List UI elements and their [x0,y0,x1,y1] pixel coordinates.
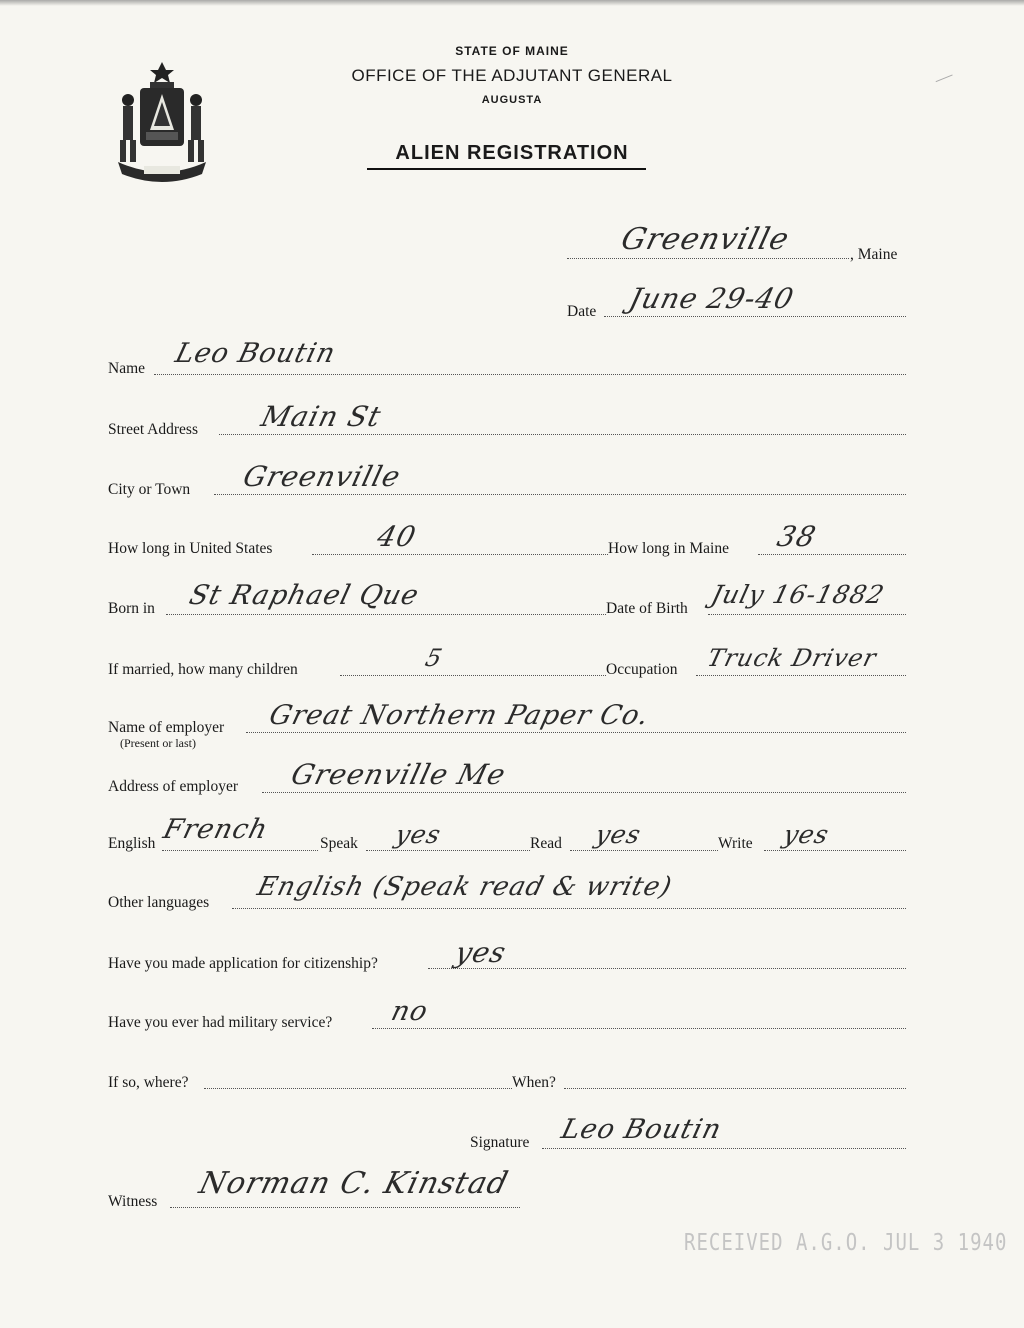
received-stamp: RECEIVED A.G.O. JUL 3 1940 [684,1229,1008,1257]
employer-address-value[interactable]: Greenville Me [287,758,510,791]
date-label: Date [567,303,597,320]
scan-edge [0,0,1024,6]
english-value[interactable]: French [160,814,272,845]
dob-line [708,614,906,615]
witness-value[interactable]: Norman C. Kinstad [195,1166,513,1201]
citizenship-value[interactable]: yes [451,936,510,969]
header-state: STATE OF MAINE [455,44,569,58]
dob-value[interactable]: July 16-1882 [708,580,888,609]
maine-years-line [758,554,906,555]
military-label: Have you ever had military service? [108,1014,333,1031]
read-line [570,850,718,851]
street-line [219,434,906,435]
when-label: When? [512,1074,556,1091]
children-label: If married, how many children [108,661,298,678]
when-line [564,1088,906,1089]
employer-line [246,732,906,733]
children-line [340,675,606,676]
us-label: How long in United States [108,540,273,557]
born-line [166,614,606,615]
signature-value[interactable]: Leo Boutin [558,1114,725,1145]
maine-years-value[interactable]: 38 [773,520,820,553]
town-line [567,258,849,259]
english-line [162,850,318,851]
city-value[interactable]: Greenville [239,460,405,493]
town-value[interactable]: Greenville [617,222,793,257]
signature-line [542,1148,906,1149]
where-line [204,1088,512,1089]
write-line [764,850,906,851]
write-value[interactable]: yes [780,820,833,849]
speak-label: Speak [320,835,358,852]
name-label: Name [108,360,146,377]
other-languages-label: Other languages [108,894,210,911]
witness-label: Witness [108,1193,158,1210]
occupation-label: Occupation [606,661,678,678]
born-value[interactable]: St Raphael Que [186,580,423,611]
children-value[interactable]: 5 [422,644,446,672]
street-label: Street Address [108,421,198,438]
born-label: Born in [108,600,155,617]
date-value[interactable]: June 29-40 [625,282,798,315]
read-label: Read [530,835,562,852]
military-value[interactable]: no [388,996,432,1027]
citizenship-label: Have you made application for citizenship? [108,955,378,972]
employer-address-label: Address of employer [108,778,238,795]
employer-value[interactable]: Great Northern Paper Co. [266,700,653,731]
maine-label: , Maine [850,246,898,263]
title-underline [367,168,646,170]
form-title: ALIEN REGISTRATION [395,142,629,164]
maine-years-label: How long in Maine [608,540,729,557]
street-value[interactable]: Main St [257,400,385,433]
speak-value[interactable]: yes [392,820,445,849]
occupation-line [696,675,906,676]
header-city: AUGUSTA [481,94,543,106]
city-line [214,494,906,495]
other-languages-value[interactable]: English (Speak read & write) [254,872,676,902]
employer-sublabel: (Present or last) [120,736,196,750]
name-line [154,374,906,375]
write-label: Write [718,835,753,852]
header-office: OFFICE OF THE ADJUTANT GENERAL [351,66,673,85]
employer-label: Name of employer [108,719,225,736]
speak-line [366,850,530,851]
date-line [604,316,906,317]
signature-label: Signature [470,1134,530,1151]
employer-address-line [262,792,906,793]
witness-line [170,1207,520,1208]
occupation-value[interactable]: Truck Driver [704,644,880,672]
read-value[interactable]: yes [592,820,645,849]
english-label: English [108,835,156,852]
city-label: City or Town [108,481,191,498]
dob-label: Date of Birth [606,600,688,617]
other-languages-line [232,908,906,909]
us-line [312,554,608,555]
military-line [372,1028,906,1029]
us-value[interactable]: 40 [373,520,420,553]
where-label: If so, where? [108,1074,189,1091]
name-value[interactable]: Leo Boutin [172,338,339,369]
